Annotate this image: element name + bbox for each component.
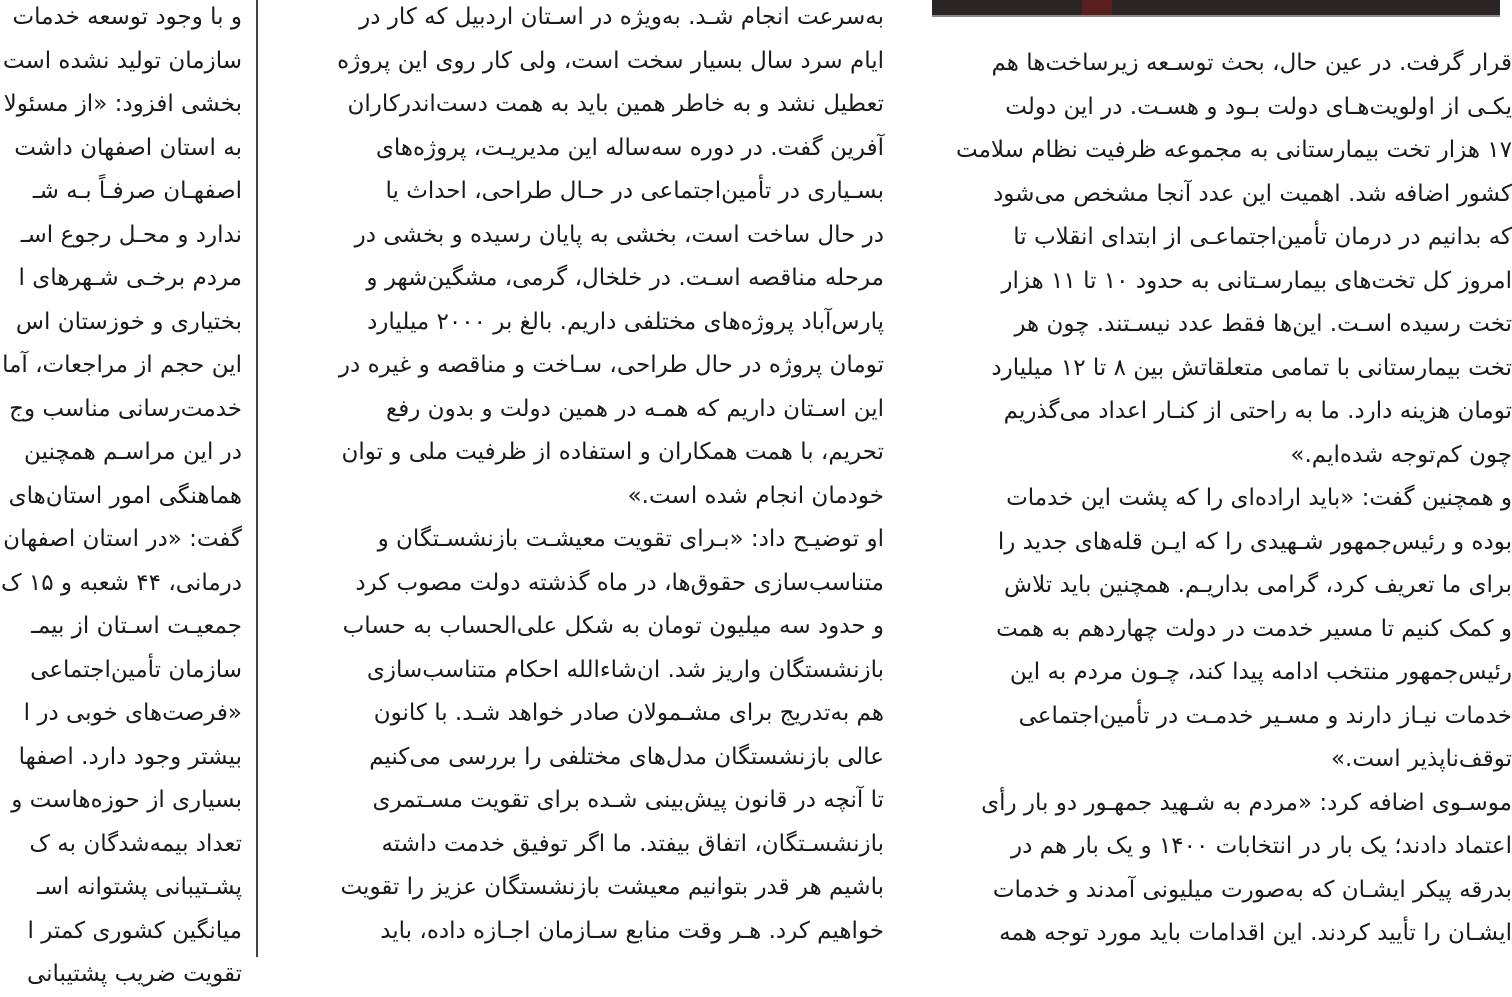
text-line: جمعیـت اسـتان از بیمـ	[31, 613, 242, 639]
text-line: باشیم هر قدر بتوانیم معیشت بازنشستگان عزیز را تقویت	[340, 874, 884, 900]
text-line: هم به‌تدریج برای مشـمولان صادر خواهد شـد. با کانون	[373, 700, 884, 726]
text-line: ایام سرد سال بسیار سخت است، ولی کار روی این پروژه	[337, 47, 884, 74]
text-line: در حال ساخت است، بخشی به پایان رسیده و بخشی در	[354, 221, 884, 248]
text-line: متناسب‌سازی حقوق‌ها، در ماه گذشته دولت مصوب کرد	[355, 569, 884, 596]
text-line: چون کم‌توجه شده‌ایم.»	[1290, 441, 1512, 468]
text-line: پارس‌آباد پروژه‌های مختلفی داریم. بالغ بر ۲۰۰۰ میلیارد	[367, 308, 884, 335]
article-photo	[932, 0, 1500, 17]
text-line: و همچنین گفت: «باید اراده‌ای را که پشت این خدمات	[1006, 485, 1512, 511]
text-line: تحریم، با همت همکاران و استفاده از ظرفیت ملی و توان	[341, 439, 884, 465]
text-line: او توضیـح داد: «بـرای تقویت معیشـت بازنشسـتگان و	[377, 526, 884, 552]
text-line: به‌سرعت انجام شـد. به‌ویژه در اسـتان اردبیل که کار در	[359, 4, 884, 30]
text-line: تعطیل نشد و به خاطر همین باید به همت دست‌اندرکاران	[347, 91, 884, 117]
text-line: عالی بازنشستگان مدل‌های مختلفی را بررسی می‌کنیم	[369, 743, 884, 770]
text-line: «فرصت‌های خوبی در ا	[23, 700, 242, 726]
text-line: در این مراسـم همچنین	[24, 439, 242, 465]
text-line: میانگین کشوری کمتر ا	[27, 917, 242, 944]
text-line: ایشـان را تأیید کردند. این اقدامات باید مورد توجه همه	[999, 920, 1512, 946]
text-line: بختیاری و خوزستان اس	[15, 308, 242, 335]
text-line: رئیس‌جمهور منتخب ادامه پیدا کند، چـون مردم به این	[1009, 659, 1512, 685]
text-line: پشـتیبانی پشتوانه اسـ	[37, 874, 242, 900]
text-line: قرار گرفت. در عین حال، بحث توسـعه زیرساخت‌ها هم	[991, 50, 1512, 76]
text-line: خدمات نیـاز دارند و مسـیر خدمـت در تأمین‌اجتماعی	[1018, 702, 1512, 729]
text-line: امروز کل تخت‌های بیمارسـتانی به حدود ۱۰ تا ۱۱ هزار	[1001, 267, 1512, 294]
text-line: بدرقه پیکر ایشـان که به‌صورت میلیونی آمدند و خدمات	[992, 876, 1512, 903]
text-line: یکـی از اولویت‌هـای دولت بـود و هسـت. در این دولت	[1005, 93, 1512, 120]
text-line: توقف‌ناپذیر است.»	[1330, 746, 1512, 772]
text-line: تقویت ضریب پشتیبانی	[26, 961, 242, 987]
text-line: مردم برخـی شـهرهای ا	[18, 265, 242, 291]
text-line: به استان اصفهان داشت	[14, 134, 242, 161]
text-line: تعداد بیمه‌شدگان به ک	[29, 830, 242, 857]
text-line: ۱۷ هزار تخت بیمارستانی به مجموعه ظرفیت نظام سلامت	[956, 137, 1512, 163]
left-text-column	[0, 0, 242, 997]
text-line: تخت رسیده اسـت. این‌ها فقط عدد نیسـتند. چون هر	[1014, 311, 1512, 337]
text-line: اعتماد دادند؛ یک بار در انتخابات ۱۴۰۰ و یک بار هم در	[1010, 833, 1512, 859]
text-line: گفت: «در استان اصفهان	[3, 526, 242, 552]
text-line: درمانی، ۴۴ شعبه و ۱۵ ک	[0, 569, 242, 596]
text-line: و با وجود توسعه خدمات	[12, 4, 242, 30]
text-line: تا آنچه در قانون پیش‌بینی شـده برای تقویت مسـتمری	[372, 787, 884, 813]
text-line: سازمان تأمین‌اجتماعی	[30, 656, 242, 683]
text-line: این اسـتان داریم که همـه در همین دولت و بدون رفع	[386, 395, 884, 422]
text-line: تومان پروژه در حال طراحی، سـاخت و مناقصه و غیره در	[338, 352, 884, 378]
text-line: بسیاری از حوزه‌هاست و	[11, 787, 242, 813]
photo-border	[932, 15, 1500, 17]
text-line: مرحله مناقصه اسـت. در خلخال، گرمی، مشگین‌شهر و	[366, 265, 884, 291]
text-line: اصفهـان صرفـاً بـه شـ	[32, 178, 242, 204]
middle-text-column	[306, 0, 884, 953]
text-line: بسـیاری در تأمین‌اجتماعی در حـال طراحی، احداث یا	[385, 178, 884, 204]
text-line: آفرین گفت. در دوره سه‌ساله این مدیریـت، پروژه‌های	[375, 134, 884, 161]
text-line: بوده و رئیس‌جمهور شـهیدی را که ایـن قله‌های جدید را	[997, 528, 1512, 555]
right-text-column	[932, 42, 1512, 956]
text-line: ندارد و محـل رجوع اسـ	[20, 221, 242, 248]
text-line: بخشی افزود: «از مسئولا	[3, 91, 242, 117]
text-line: هماهنگی امور استان‌های	[8, 482, 242, 509]
text-line: بازنشستگان واریز شد. ان‌شاءالله احکام متناسب‌سازی	[366, 656, 884, 683]
text-line: خودمان انجام شده است.»	[627, 482, 884, 509]
text-line: تخت بیمارستانی با تمامی متعلقاتش بین ۸ تا ۱۲ میلیارد	[991, 354, 1512, 381]
text-line: موسـوی اضافه کرد: «مردم به شـهید جمهـور دو بار رأی	[981, 789, 1512, 816]
text-line: خواهیم کرد. هـر وقت منابع سـازمان اجـازه داده، باید	[380, 917, 884, 944]
text-line: کشور اضافه شد. اهمیت این عدد آنجا مشخص می‌شود	[993, 180, 1512, 207]
text-line: تومان هزینه دارد. ما به راحتی از کنـار اعداد می‌گذریم	[1003, 398, 1512, 424]
text-line: بیشتر وجود دارد. اصفها	[18, 743, 242, 770]
text-line: برای ما تعریف کرد، گرامی بداریـم. همچنین باید تلاش	[1004, 572, 1512, 598]
column-divider	[256, 0, 258, 957]
text-line: بازنشسـتگان، اتفاق بیفتد. ما اگر توفیق خدمت داشته	[381, 830, 884, 857]
text-line: این حجم از مراجعات، آما	[2, 352, 242, 378]
text-line: خدمت‌رسانی مناسب وج	[9, 395, 242, 422]
text-line: و حدود سه میلیون تومان به شکل علی‌الحساب به حساب	[342, 613, 884, 639]
text-line: سازمان تولید نشده است	[2, 47, 242, 74]
text-line: و کمک کنیم تا مسیر خدمت در دولت چهاردهم به همت	[996, 615, 1512, 642]
text-line: که بدانیم در درمان تأمین‌اجتماعـی از ابتدای انقلاب تا	[1013, 224, 1512, 250]
